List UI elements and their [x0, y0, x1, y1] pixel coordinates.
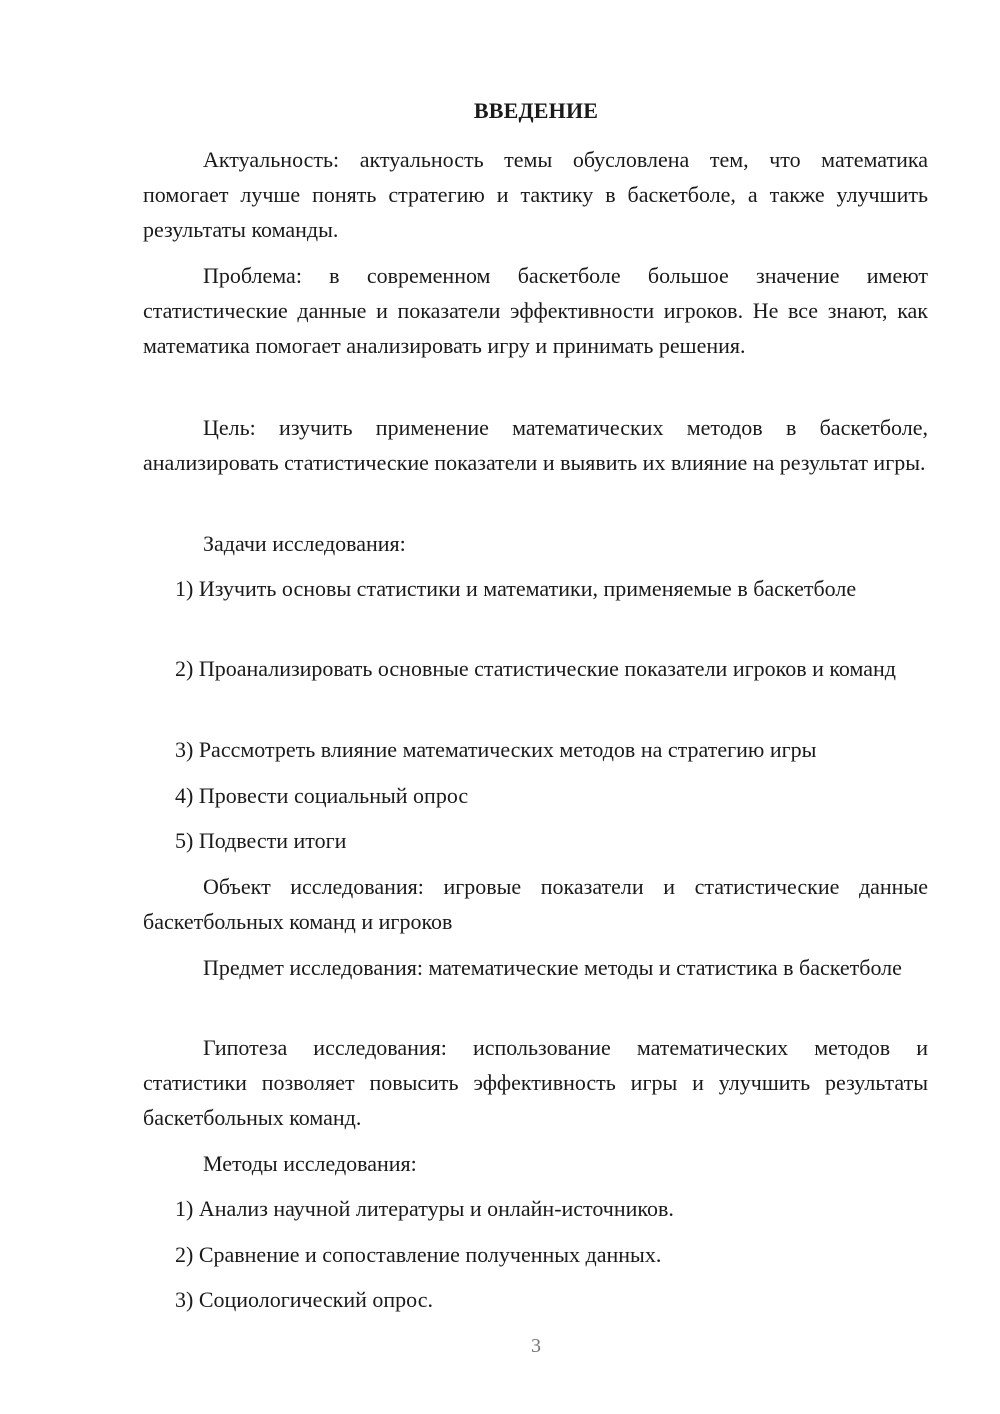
hypothesis-paragraph: Гипотеза исследования: использование математических методов и статистики позволяет повысить эффективность игры и улучшить результаты баскетбольных команд. — [143, 1035, 928, 1130]
methods-title: Методы исследования: — [203, 1151, 417, 1176]
task-item-3: 3) Рассмотреть влияние математических методов на стратегию игры — [175, 737, 817, 762]
page-number: 3 — [531, 1335, 541, 1357]
tasks-title: Задачи исследования: — [203, 531, 406, 556]
task-item-2: 2) Проанализировать основные статистические показатели игроков и команд — [175, 656, 897, 681]
task-item-5: 5) Подвести итоги — [175, 828, 347, 853]
task-item-4: 4) Провести социальный опрос — [175, 783, 469, 808]
method-item-1: 1) Анализ научной литературы и онлайн-источников. — [175, 1196, 674, 1221]
relevance-paragraph: Актуальность: актуальность темы обусловлена тем, что математика помогает лучше понять стратегию и тактику в баскетболе, а также улучшить результаты команды. — [143, 147, 928, 242]
task-item-1: 1) Изучить основы статистики и математики, применяемые в баскетболе — [175, 576, 857, 601]
section-heading: ВВЕДЕНИЕ — [473, 98, 599, 123]
goal-paragraph: Цель: изучить применение математических методов в баскетболе, анализировать статистические показатели и выявить их влияние на результат игры. — [143, 415, 928, 475]
object-paragraph: Объект исследования: игровые показатели и статистические данные баскетбольных команд и игроков — [143, 874, 928, 934]
method-item-3: 3) Социологический опрос. — [175, 1287, 433, 1312]
problem-paragraph: Проблема: в современном баскетболе большое значение имеют статистические данные и показатели эффективности игроков. Не все знают, как математика помогает анализировать игру и принимать решения. — [143, 263, 928, 358]
method-item-2: 2) Сравнение и сопоставление полученных данных. — [175, 1242, 662, 1267]
subject-paragraph: Предмет исследования: математические методы и статистика в баскетболе — [203, 955, 902, 980]
